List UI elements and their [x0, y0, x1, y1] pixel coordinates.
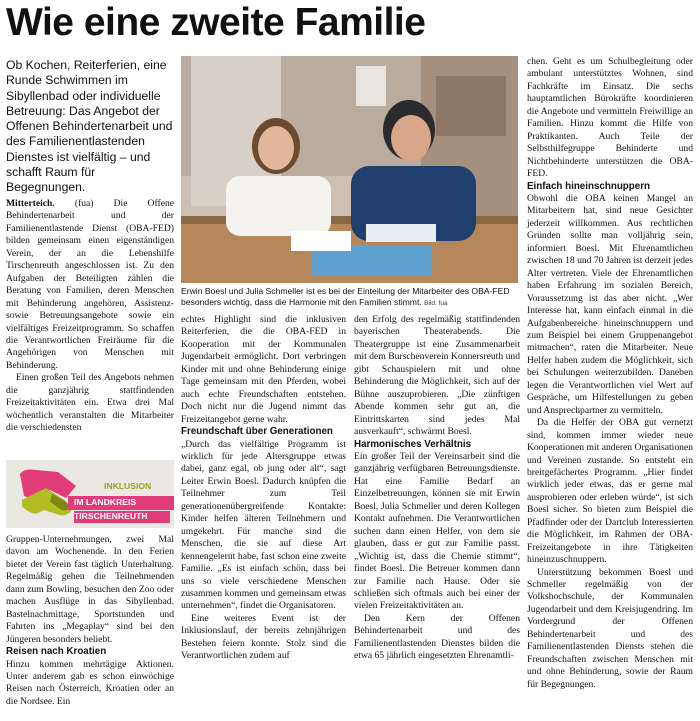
inklusion-logo — [6, 460, 174, 528]
photo-caption — [181, 286, 518, 310]
subheading: Einfach hineinschnuppern — [527, 180, 651, 192]
paragraph: Hinzu kommen mehrtägige Aktionen. Unter anderem gab es schon einwöchige Reisen nach Österreich, Kroatien oder an die Nordsee. Ein — [6, 658, 174, 707]
paragraph: Obwohl die OBA keinen Mangel an Mitarbeitern hat, sind neue Gesichter jederzeit willkommen. Aus rechtlichen Gründen sollte man volljährig sein, informiert Boesl. Mit Ehrenamtlichen zwischen 18 und 70 Jahren ist derzeit jedes Alter vertreten. Viele der Ehrenamtlichen haben Erfahrung im sozialen Bereich, Voraussetzung ist das aber nicht. „Wer Interesse hat, kann einfach einmal in die Aufgabenbereiche hineinschnuppern und zum Beispiel bei einem Gruppenangebot mitmachen“, raten die Mitarbeiter. Neue Helfer haben zudem die Möglichkeit, sich bei Schulungen weiterzubilden. Daneben legen die Verantwortlichen viel Wert auf Gespräche, um Hilfestellungen zu geben und Ansprechpartner zu vermitteln. — [527, 192, 693, 416]
paragraph: Eine weiteres Event ist der Inklusionslauf, der bereits zehnjährigen Bestehen feiern konnte. Stolz sind die Verantwortlichen zudem auf — [181, 612, 346, 662]
photo-credit: Bild: fua — [424, 300, 448, 308]
paragraph: Einen großen Teil des Angebots nehmen die ganzjährig stattfindenden Freizeitaktivitäten ein. Etwa drei Mal wöchentlich veranstalten die Mitarbeiter die verschiedensten — [6, 372, 174, 434]
headline: Wie eine zweite Familie — [6, 1, 426, 44]
paragraph: Da die Helfer der OBA gut vernetzt sind, kommen immer wieder neue Kooperationen mit anderen Organisationen und Vereinen zustande. So entsteht ein breitgefächertes Programm. „Hier findet wirklich jeder etwas, das er gerne mal ausprobieren oder erleben würde“, ist sich Boesl sicher. So bieten zum Beispiel die Pfadfinder oder der Dartclub Interessierten die Möglichkeit, im Rahmen der OBA-Freizeitangebote in ihre Tätigkeiten hineinzuschnuppern. — [527, 417, 693, 566]
paragraph: Unterstützung bekommen Boesl und Schmeller regelmäßig von der Volkshochschule, der Kommunalen Jugendarbeit und dem Kreisjugendring. Im Vordergrund der Offenen Behindertenarbeit und des Familienentlastenden Diensts stehen die Freundschaften zwischen Menschen mit und ohne Behinderung, sowie der Raum für Begegnungen. — [527, 566, 693, 690]
paragraph — [6, 198, 174, 372]
article-column-3 — [354, 314, 520, 663]
subheading: Freundschaft über Generationen — [181, 426, 333, 438]
dateline: Mitterteich. — [6, 198, 55, 209]
article-column-1-continued — [6, 534, 174, 708]
paragraph: chen. Geht es um Schulbegleitung oder ambulant unterstütztes Wohnen, sind Fachkräfte im Einsatz. Die sechs hauptamtlichen Bürokräfte koordinieren die Angebote und vermitteln Freiwillige an Familien. Hinzu kommt die Hilfe von Praktikanten. Auch Teile der Selbsthilfegruppe Behinderte und Nichtbehinderte unterstützen die OBA-FED. — [527, 56, 693, 180]
badge-line-3: TIRSCHENREUTH — [74, 511, 170, 523]
badge-line-2: IM LANDKREIS — [74, 497, 137, 507]
paragraph: echtes Highlight sind die inklusiven Reiterferien, die die OBA-FED in Kooperation mit der Kommunalen Jugendarbeit ermöglicht. Dort verbringen Kinder mit und ohne Behinderung einige Tage gemeinsam mit den Pferden, wobei auch echte Freundschaften entstehen. Doch nicht nur die Jugend nimmt das Freizeitangebot gerne wahr. — [181, 314, 346, 425]
photo — [181, 56, 518, 283]
paragraph: den Erfolg des regelmäßig stattfindenden bayerischen Theaterabends. Die Theatergruppe ist eine Zusammenarbeit mit dem Burschenverein Konnersreuth und gibt Schauspielern mit und ohne Behinderung die Möglichkeit, sich auf der Bühne auszuprobieren. „Die zünftigen Abende kommen sehr gut an, die Eintrittskarten sind jedes Mal ausverkauft“, schwärmt Boesl. — [354, 314, 520, 438]
lede-paragraph: Ob Kochen, Reiterferien, eine Runde Schwimmen im Sibyllenbad oder individuelle Betreuung: Das Angebot der Offenen Behindertenarbeit und des Familienentlastenden Dienstes ist vielfältig – und schafft Raum für Begegnungen. — [6, 58, 173, 195]
article-column-4 — [527, 56, 693, 691]
article-column-2 — [181, 314, 346, 663]
badge-title: INKLUSION — [104, 481, 152, 491]
subheading: Reisen nach Kroatien — [6, 646, 107, 658]
article-column-1 — [6, 198, 174, 435]
paragraph: Ein großer Teil der Vereinsarbeit sind die ganzjährig verfügbaren Betreuungsdienste. Hat eine Familie Bedarf an Einzelbetreuungen, können sie mit Erwin Boesl, Julia Schmeller und deren Kollegen Kontakt aufnehmen. Die Verantwortlichen suchen dann einen Helfer, von dem sie glauben, dass er gut zur Familie passt. „Wichtig ist, dass die Chemie stimmt“, findet Boesl. Die Betreuer kommen dann zur Familie nach Hause. Oder sie schließen sich oftmals auch bei einer der vielen Freizeitaktivitäten an. — [354, 450, 520, 612]
caption-text: Erwin Boesl und Julia Schmeller ist es bei der Einteilung der Mitarbeiter des OBA-FED besonders wichtig, dass die Harmonie mit den Familien stimmt. — [181, 286, 510, 308]
photo-illustration — [181, 56, 518, 283]
subheading: Harmonisches Verhältnis — [354, 438, 472, 450]
paragraph: „Durch das vielfältige Programm ist wirklich für jede Altersgruppe etwas dabei, ganz egal, ob jung oder alt“, sagt Leiter Erwin Boesl. Dadurch knüpfen die Teilnehmer zum Teil generationenübergreifende Kontakte: Kinder helfen älteren Teilnehmern und umgekehrt. Für manche sind die Menschen, die sie auf diese Art kennengelernt habe, fast schon eine zweite Familie. „Es ist einfach schön, dass bei uns so viele verschiedene Menschen zusammen kommen und gemeinsam etwas unternehmen“, findet die Organisatoren. — [181, 438, 346, 612]
paragraph: Den Kern der Offenen Behindertenarbeit und des Familienentlastenden Dienstes bilden die etwa 65 jährlich eingesetzten Ehrenamtli- — [354, 612, 520, 662]
paragraph-text: (fua) Die Offene Behindertenarbeit und der Familienentlastende Dienst (OBA-FED) bilden gemeinsam einen eigenständigen Verein, der an die Lebenshilfe Tirschenreuth angeschlossen ist. Zu den Aufgaben der Beteiligten zählen die Beratung von Familien, deren Menschen mit Behinderung angehören, Assistenz- sowie Betreuungsangebote sowie ein vielfältiges Freizeitprogramm. So schaffen die Verantwortlichen Freiräume für die Angehörigen von Menschen mit Behinderung. — [6, 198, 175, 371]
paragraph: Gruppen-Unternehmungen, zwei Mal davon am Wochenende. In den Ferien bietet der Verein fast täglich Unterhaltung. Regelmäßig gehen die Teilnehmenden dann zum Bowling, besuchen den Zoo oder machen Ausflüge in das Sibyllenbad. Bastelnachmittage, Sportstunden und Fahrten ins „Megaplay“ sind bei den Jüngeren besonders beliebt. — [6, 534, 174, 645]
